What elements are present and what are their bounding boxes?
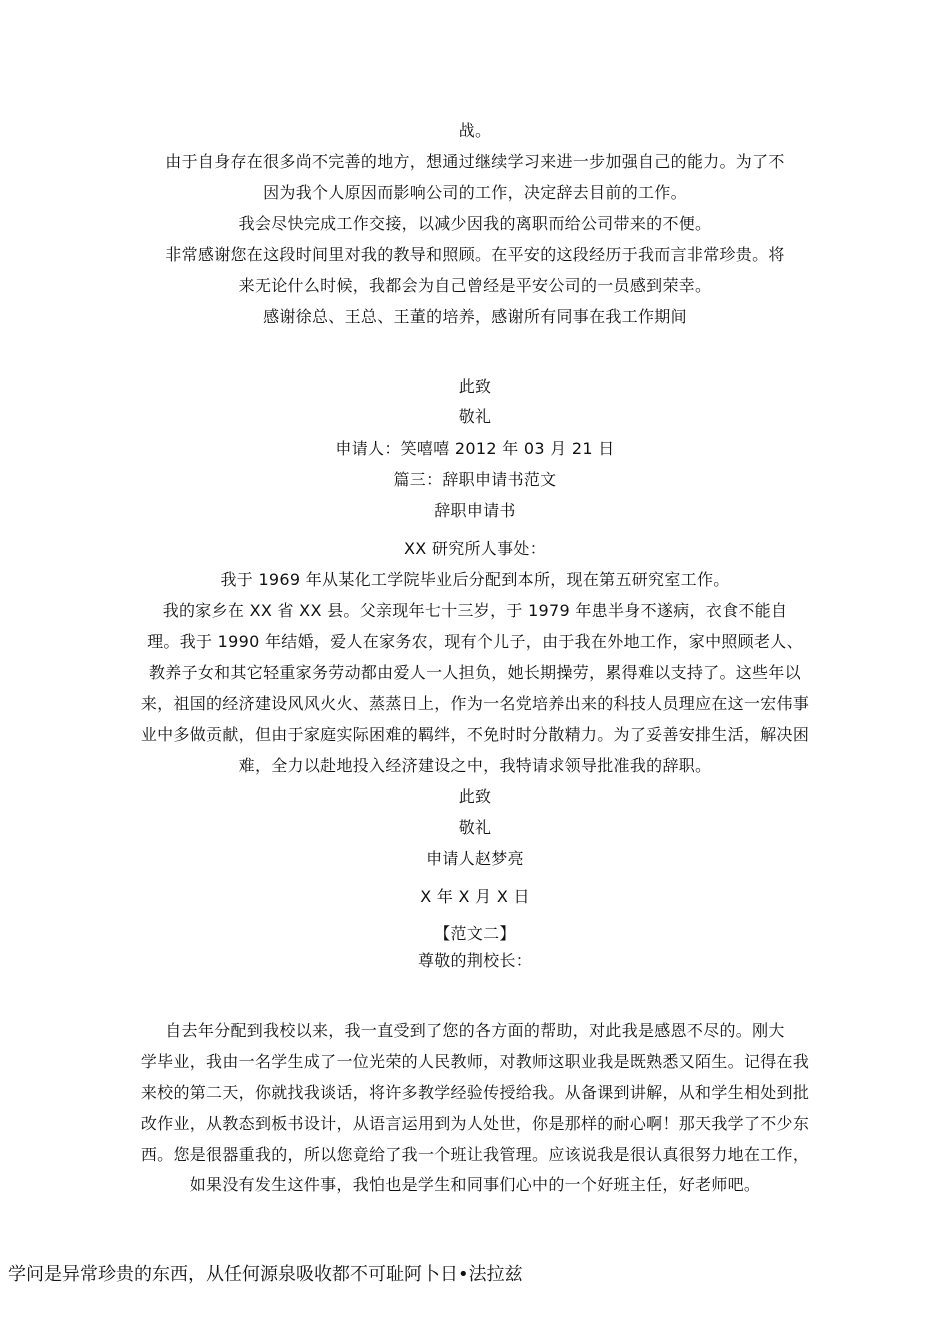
closing-greeting: 此致 <box>458 377 492 396</box>
text-line: 来无论什么时候，我都会为自己曾经是平安公司的一员感到荣幸。 <box>238 276 712 295</box>
text-line: 西。您是很器重我的，所以您竟给了我一个班让我管理。应该说我是很认真很努力地在工作， <box>140 1145 810 1164</box>
closing-greeting: 此致 <box>458 787 492 806</box>
letter-title: 辞职申请书 <box>434 501 516 520</box>
signature-line: 申请人：笑嘻嘻 2012 年 03 月 21 日 <box>335 439 615 458</box>
text-line: 我于 1969 年从某化工学院毕业后分配到本所，现在第五研究室工作。 <box>220 570 730 589</box>
text-line: 学毕业，我由一名学生成了一位光荣的人民教师，对教师这职业我是既熟悉又陌生。记得在我 <box>140 1052 810 1071</box>
text-line: 来校的第二天，你就找我谈话，将许多教学经验传授给我。从备课到讲解，从和学生相处到批 <box>140 1083 810 1102</box>
signature-line: 申请人赵梦亮 <box>426 849 524 868</box>
text-line: 如果没有发生这件事，我怕也是学生和同事们心中的一个好班主任，好老师吧。 <box>189 1175 761 1194</box>
chapter-heading: 篇三：辞职申请书范文 <box>393 470 557 489</box>
closing-regards: 敬礼 <box>458 818 492 837</box>
text-line: 难，全力以赴地投入经济建设之中，我特请求领导批准我的辞职。 <box>238 756 712 775</box>
text-line: 理。我于 1990 年结婚，爱人在家务农，现有个儿子，由于我在外地工作，家中照顾老人、 <box>147 632 803 651</box>
text-line: 自去年分配到我校以来，我一直受到了您的各方面的帮助，对此我是感恩不尽的。刚大 <box>165 1021 785 1040</box>
text-line: 来，祖国的经济建设风风火火、蒸蒸日上，作为一名党培养出来的科技人员理应在这一宏伟事 <box>140 694 810 713</box>
text-line: 因为我个人原因而影响公司的工作，决定辞去目前的工作。 <box>263 183 687 202</box>
section-heading: 【范文二】 <box>434 924 516 943</box>
date-line: X 年 X 月 X 日 <box>420 887 530 906</box>
text-line: 我的家乡在 XX 省 XX 县。父亲现年七十三岁，于 1979 年患半身不遂病，衣食不能自 <box>162 601 788 620</box>
text-line: 由于自身存在很多尚不完善的地方，想通过继续学习来进一步加强自己的能力。为了不 <box>165 152 785 171</box>
text-line: 战。 <box>458 121 492 140</box>
salutation: 尊敬的荆校长： <box>417 951 533 970</box>
footer-quote: 学问是异常珍贵的东西，从任何源泉吸收都不可耻阿卜日•法拉兹 <box>8 1264 523 1285</box>
text-line: 感谢徐总、王总、王董的培养，感谢所有同事在我工作期间 <box>263 307 687 326</box>
text-line: 教养子女和其它轻重家务劳动都由爱人一人担负，她长期操劳，累得难以支持了。这些年以 <box>148 663 801 682</box>
text-line: 业中多做贡献，但由于家庭实际困难的羁绊，不免时时分散精力。为了妥善安排生活，解决困 <box>140 725 810 744</box>
text-line: 我会尽快完成工作交接，以减少因我的离职而给公司带来的不便。 <box>238 214 712 233</box>
text-line: 非常感谢您在这段时间里对我的教导和照顾。在平安的这段经历于我而言非常珍贵。将 <box>165 245 785 264</box>
salutation: XX 研究所人事处： <box>403 539 546 558</box>
text-line: 改作业，从教态到板书设计，从语言运用到为人处世，你是那样的耐心啊！那天我学了不少东 <box>140 1114 810 1133</box>
closing-regards: 敬礼 <box>458 407 492 426</box>
